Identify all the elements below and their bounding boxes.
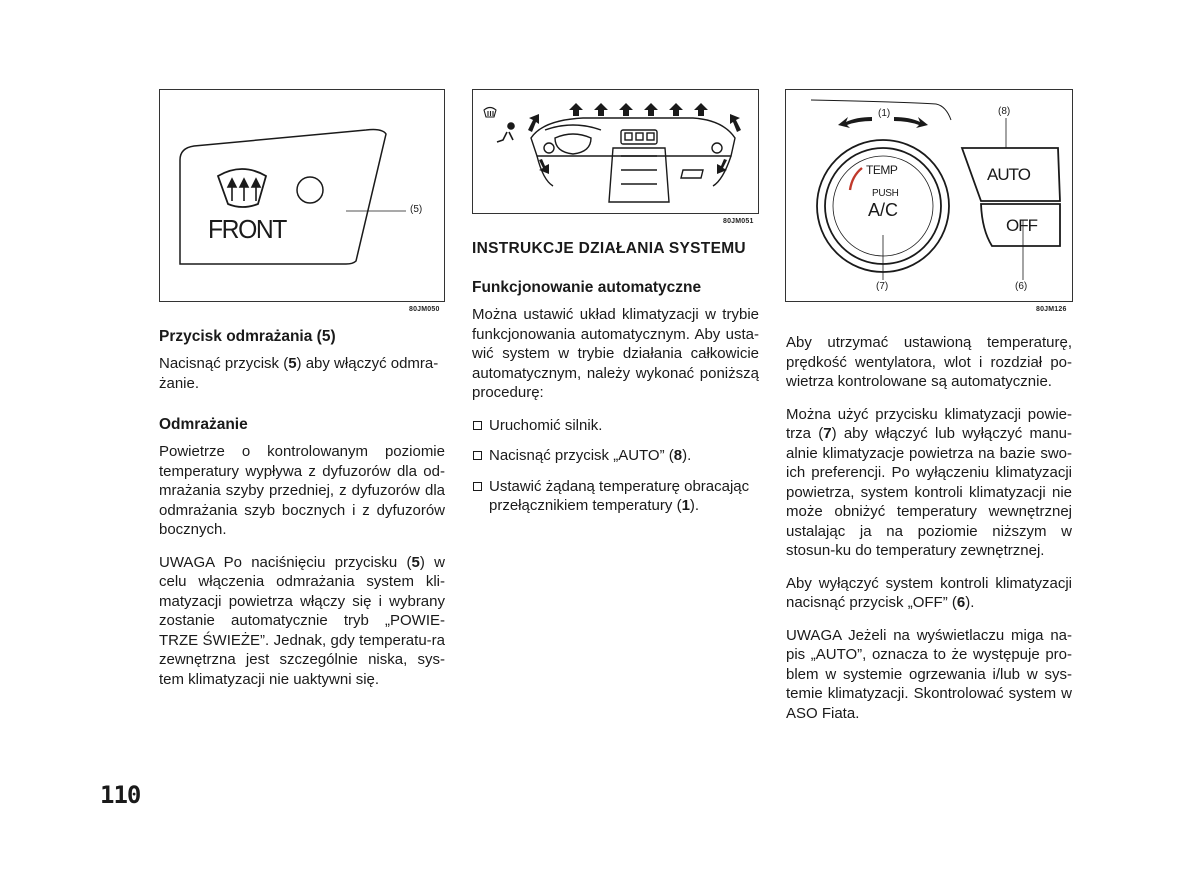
- callout-5: (5): [410, 204, 423, 215]
- callout-6: (6): [1015, 281, 1028, 292]
- heading-defrost-button: Przycisk odmrażania (5): [159, 328, 336, 345]
- paragraph-auto-maintain: Aby utrzymać ustawioną temperaturę, prędkość wentylatora, wlot i rozdział po-wietrza kontrolowane są automatycznie.: [786, 334, 1072, 390]
- callout-8: (8): [998, 106, 1011, 117]
- paragraph-note: UWAGA Po naciśnięciu przycisku (5) w celu włączenia odmrażania system kli-matyzacji powietrza włączy się i wybrany zostanie automatycznie tryb „POWIE-TRZE ŚWIEŻE”. Jednak, gdy temperatu-ra zewnętrzna jest szczególnie niska, sys-tem klimatyzacji nie uaktywni się.: [159, 553, 445, 688]
- figure-defrost-button: [159, 89, 445, 302]
- column-3: [786, 333, 1072, 736]
- column-2: [472, 239, 759, 527]
- figure-code-80jm126: 80JM126: [1036, 306, 1067, 313]
- page-number: 110: [100, 781, 141, 809]
- figure-climate-controls: [785, 89, 1073, 302]
- callout-1: (1): [878, 108, 891, 119]
- callout-7: (7): [876, 281, 889, 292]
- paragraph-warning: UWAGA Jeżeli na wyświetlaczu miga na-pis „AUTO”, oznacza to że występuje pro-blem w systemie ogrzewania i/lub w sys-temie klimatyzacji. Skontrolować system w ASO Fiata.: [786, 626, 1072, 722]
- figure-code-80jm051: 80JM051: [723, 218, 754, 225]
- list-item: Ustawić żądaną temperaturę obracając przełącznikiem temperatury (1).: [472, 477, 759, 516]
- paragraph-airflow: Powietrze o kontrolowanym poziomie temperatury wypływa z dyfuzorów dla od-mrażania szyby przedniej, z dyfuzorów dla odmrażania szyb bocznych i z dyfuzorów bocznych.: [159, 443, 445, 538]
- procedure-list: [472, 416, 759, 516]
- ac-button-label[interactable]: A/C: [868, 200, 899, 220]
- knob-temp-label: TEMP: [866, 163, 898, 177]
- off-button-label[interactable]: OFF: [1006, 216, 1037, 235]
- auto-button-label[interactable]: AUTO: [987, 165, 1030, 184]
- list-item: Uruchomić silnik.: [472, 416, 759, 436]
- column-1: [159, 327, 445, 702]
- list-item: Nacisnąć przycisk „AUTO” (8).: [472, 446, 759, 466]
- section-title: INSTRUKCJE DZIAŁANIA SYSTEMU: [472, 240, 746, 257]
- dashboard-drawing: [473, 90, 760, 215]
- front-label: FRONT: [208, 214, 286, 244]
- figure-code-80jm050: 80JM050: [409, 306, 440, 313]
- paragraph-off-button: Aby wyłączyć system kontroli klimatyzacji nacisnąć przycisk „OFF” (6).: [786, 574, 1072, 611]
- checkbox-icon: [473, 421, 482, 430]
- paragraph-ac-button: Można użyć przycisku klimatyzacji powie-trza (7) aby włączyć lub wyłączyć manu-alnie klimatyzacje powietrza na bazie swo-ich preferencji. Po wyłączeniu klimatyzacji powietrza, system kontroli klimatyzacji nie może obniżyć temperatury wewnętrznej ustalając ja na poziomie niższym w stosun-ku do temperatury zewnętrznej.: [786, 405, 1072, 559]
- paragraph-auto-intro: Można ustawić układ klimatyzacji w trybie funkcjonowania automatycznym. Aby usta-wić system w trybie działania całkowicie automatycznym, należy wykonać poniższą procedurę:: [472, 306, 759, 401]
- figure-dashboard-vents: [472, 89, 759, 214]
- knob-push-label: PUSH: [872, 188, 899, 199]
- heading-auto-mode: Funkcjonowanie automatyczne: [472, 279, 702, 296]
- paragraph-press-button: Nacisnąć przycisk (5) aby włączyć odmra-żanie.: [159, 355, 439, 392]
- heading-defrosting: Odmrażanie: [159, 416, 248, 433]
- defrost-panel-drawing: [160, 90, 446, 303]
- checkbox-icon: [473, 482, 482, 491]
- controls-drawing: [786, 90, 1074, 303]
- checkbox-icon: [473, 451, 482, 460]
